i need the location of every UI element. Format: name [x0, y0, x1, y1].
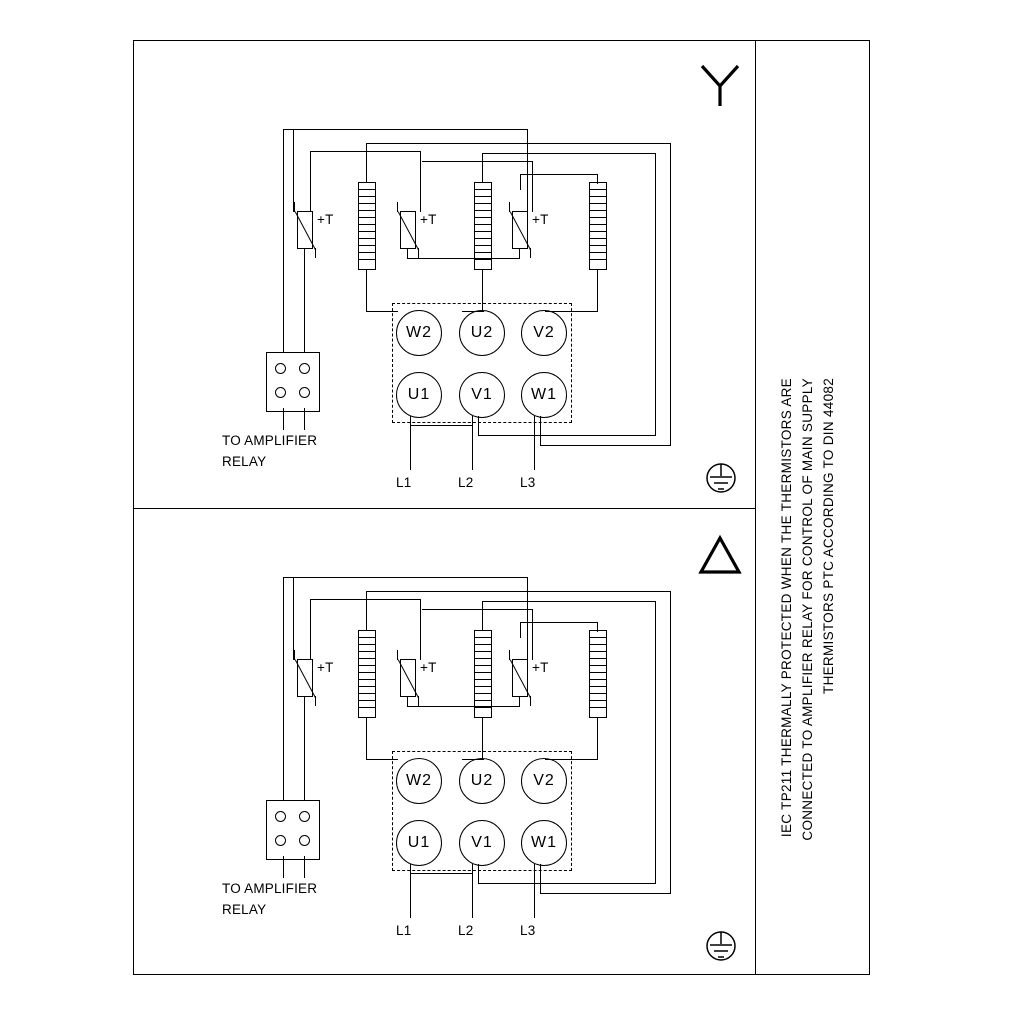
winding-coil-2: [474, 182, 492, 270]
in-loop-h1: [520, 174, 598, 175]
connector-lead-1: [283, 408, 284, 430]
ptc2-wire-k: [422, 609, 532, 610]
terminal-v2[interactable]: V2: [521, 310, 567, 356]
supply-l3: [534, 416, 535, 470]
outer-loop-h1: [366, 143, 671, 144]
connector-dot-2: [299, 363, 310, 374]
ptc2-wire-b: [293, 577, 528, 578]
connector-dot-2-2: [299, 811, 310, 822]
terminal-u1[interactable]: U1: [396, 372, 442, 418]
ptc2-wire-a: [293, 577, 294, 660]
coil2-lead-down-2: [482, 718, 483, 760]
supply-label-l1-2: L1: [396, 923, 412, 938]
coil2-lead-h: [462, 311, 484, 312]
note-line-2: CONNECTED TO AMPLIFIER RELAY FOR CONTROL OF MAIN SUPPLY: [800, 378, 815, 841]
coil1-lead-h: [366, 311, 398, 312]
thermistor-label-1: +T: [317, 212, 334, 227]
ptc-wire-j: [519, 249, 520, 259]
mid-loop-h2: [478, 435, 656, 436]
connector-dot-4: [299, 387, 310, 398]
thermistor-label-1-2: +T: [317, 660, 334, 675]
connector-dot-4-2: [299, 835, 310, 846]
earth-symbol-icon: [700, 462, 742, 498]
mid-loop-v3: [478, 416, 479, 436]
outer-loop-v3: [540, 416, 541, 446]
delta-symbol-icon: [696, 533, 744, 577]
in-loop-h1-2: [520, 622, 598, 623]
connector-lead-2: [304, 408, 305, 430]
terminal-w1-2[interactable]: W1: [521, 820, 567, 866]
thermistor-1-2: [297, 659, 313, 697]
ptc-wire-d: [304, 249, 305, 368]
thermistor-1: [297, 211, 313, 249]
in-loop-v1: [597, 174, 598, 184]
mid-loop-v1: [655, 153, 656, 435]
coil1-lead-down: [366, 270, 367, 312]
connector-dot-3: [275, 387, 286, 398]
supply-l3-2: [534, 864, 535, 918]
mid-loop-h2-2: [478, 883, 656, 884]
terminal-w2[interactable]: W2: [396, 310, 442, 356]
connector-dot-1-2: [275, 811, 286, 822]
terminal-u2[interactable]: U2: [459, 310, 505, 356]
supply-label-l2-2: L2: [458, 923, 474, 938]
supply-l2-2: [472, 864, 473, 918]
winding-coil-3-2: [589, 630, 607, 718]
thermistor-label-2-2: +T: [420, 660, 437, 675]
supply-jumper-a: [410, 425, 472, 426]
coil1-lead-down-2: [366, 718, 367, 760]
ptc2-wire-c: [527, 577, 528, 660]
ptc-wire-m: [283, 129, 284, 359]
amplifier-label-line2: RELAY: [222, 454, 267, 469]
mid-loop-h1-2: [482, 601, 656, 602]
wye-symbol-icon: [696, 60, 744, 110]
mid-loop-v3-2: [478, 864, 479, 884]
terminal-v2-2[interactable]: V2: [521, 758, 567, 804]
coil2-lead-h-2: [462, 759, 484, 760]
ptc-wire-g: [310, 151, 311, 212]
coil1-lead-h-2: [366, 759, 398, 760]
terminal-w2-2[interactable]: W2: [396, 758, 442, 804]
ptc2-wire-n: [283, 577, 295, 578]
terminal-v1[interactable]: V1: [459, 372, 505, 418]
thermistor-2: [400, 211, 416, 249]
supply-l2: [472, 416, 473, 470]
ptc-wire-a: [293, 129, 294, 212]
supply-label-l2: L2: [458, 475, 474, 490]
supply-jumper-a-2: [410, 873, 472, 874]
connector-lead-1-2: [283, 856, 284, 878]
terminal-u1-2[interactable]: U1: [396, 820, 442, 866]
outer-loop-h2: [540, 445, 671, 446]
note-column-divider: [755, 40, 756, 975]
in-loop-v1-2: [597, 622, 598, 632]
outer-loop-h1-2: [366, 591, 671, 592]
connector-dot-1: [275, 363, 286, 374]
amplifier-label-line1: TO AMPLIFIER: [222, 433, 318, 448]
supply-label-l1: L1: [396, 475, 412, 490]
winding-coil-3: [589, 182, 607, 270]
ptc-wire-i: [407, 258, 520, 259]
mid-loop-v2-2: [482, 601, 483, 631]
terminal-w1[interactable]: W1: [521, 372, 567, 418]
connector-lead-2-2: [304, 856, 305, 878]
outer-loop-v1: [670, 143, 671, 445]
thermistor-2-2: [400, 659, 416, 697]
terminal-u2-2[interactable]: U2: [459, 758, 505, 804]
winding-coil-1: [358, 182, 376, 270]
thermistor-label-3-2: +T: [532, 660, 549, 675]
thermistor-3-2: [512, 659, 528, 697]
panel-divider: [133, 508, 755, 509]
amplifier-label-line1-2: TO AMPLIFIER: [222, 881, 318, 896]
coil3-lead-down-2: [597, 718, 598, 760]
mid-loop-v2: [482, 153, 483, 183]
supply-label-l3: L3: [520, 475, 536, 490]
coil2-lead-down: [482, 270, 483, 312]
outer-loop-v2-2: [366, 591, 367, 631]
coil3-lead-h-2: [545, 759, 598, 760]
thermistor-3: [512, 211, 528, 249]
connector-dot-3-2: [275, 835, 286, 846]
winding-coil-2-2: [474, 630, 492, 718]
ptc-wire-c: [527, 129, 528, 212]
terminal-v1-2[interactable]: V1: [459, 820, 505, 866]
in-loop-v2: [520, 174, 521, 190]
outer-loop-v1-2: [670, 591, 671, 893]
ptc2-wire-j: [519, 697, 520, 707]
amplifier-connector-block[interactable]: [266, 352, 320, 412]
ptc-wire-l: [532, 161, 533, 212]
winding-coil-1-2: [358, 630, 376, 718]
ptc2-wire-i: [407, 706, 520, 707]
amplifier-label-line2-2: RELAY: [222, 902, 267, 917]
thermistor-label-3: +T: [532, 212, 549, 227]
ptc2-wire-l: [532, 609, 533, 660]
outer-loop-h2-2: [540, 893, 671, 894]
earth-symbol-icon-2: [700, 930, 742, 966]
amplifier-connector-block-2[interactable]: [266, 800, 320, 860]
supply-label-l3-2: L3: [520, 923, 536, 938]
outer-loop-v2: [366, 143, 367, 183]
ptc-wire-n: [283, 129, 295, 130]
outer-loop-v3-2: [540, 864, 541, 894]
ptc2-wire-m: [283, 577, 284, 807]
mid-loop-h1: [482, 153, 656, 154]
ptc2-wire-d: [304, 697, 305, 816]
ptc-wire-k: [422, 161, 532, 162]
coil3-lead-down: [597, 270, 598, 312]
ptc-wire-b: [293, 129, 528, 130]
note-line-1: IEC TP211 THERMALLY PROTECTED WHEN THE THERMISTORS ARE: [779, 378, 794, 838]
mid-loop-v1-2: [655, 601, 656, 883]
coil3-lead-h: [545, 311, 598, 312]
thermistor-label-2: +T: [420, 212, 437, 227]
note-line-3: THERMISTORS PTC ACCORDING TO DIN 44082: [821, 378, 836, 694]
ptc2-wire-g: [310, 599, 311, 660]
in-loop-v2-2: [520, 622, 521, 638]
